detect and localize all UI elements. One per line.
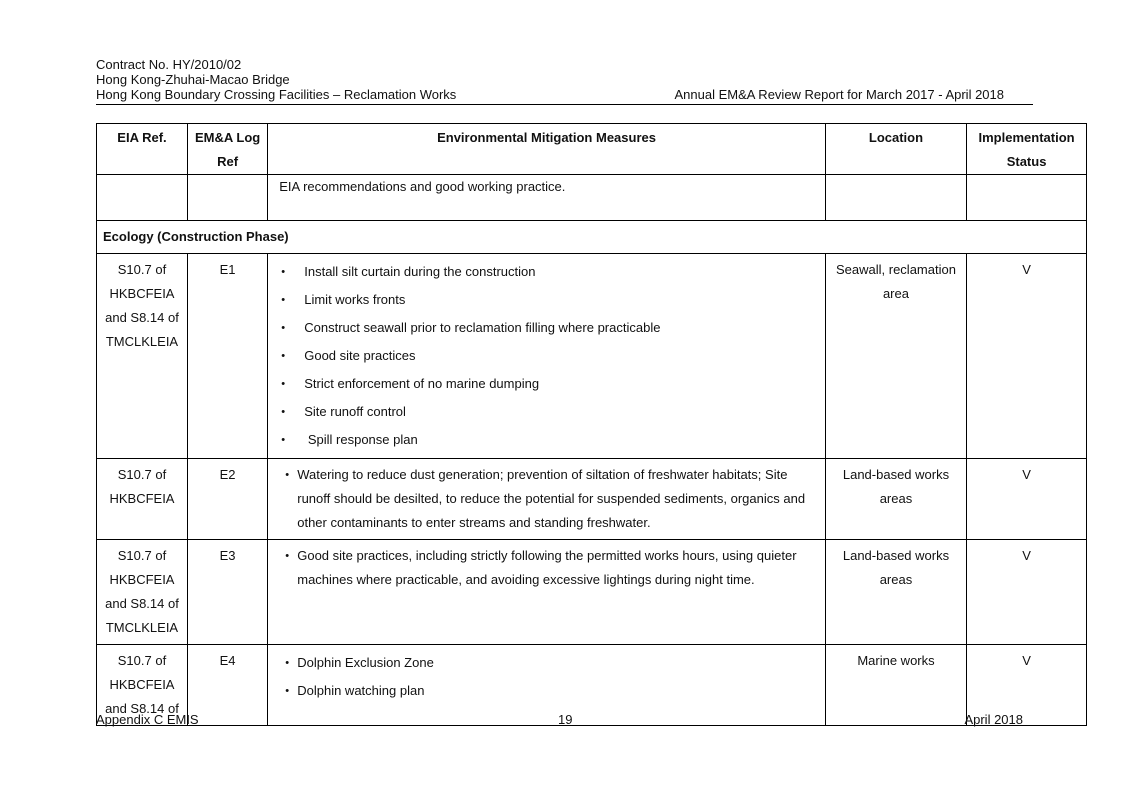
header-eia-ref: EIA Ref. bbox=[97, 124, 188, 175]
eia-ref-cell: S10.7 of HKBCFEIA and S8.14 of bbox=[97, 645, 188, 726]
log-ref-cell: E3 bbox=[187, 540, 267, 645]
section-heading-row bbox=[97, 221, 1087, 254]
list-item: • Install silt curtain during the construction bbox=[274, 258, 819, 286]
header-subtitle-row bbox=[96, 87, 1004, 102]
section-title: Ecology (Construction Phase) bbox=[97, 221, 1087, 254]
eia-ref-cell: S10.7 of HKBCFEIA and S8.14 of TMCLKLEIA bbox=[97, 254, 188, 459]
status-cell: V bbox=[967, 645, 1087, 726]
status-cell: V bbox=[967, 459, 1087, 540]
emis-table bbox=[96, 123, 1087, 726]
continuation-text: EIA recommendations and good working practice. bbox=[268, 175, 826, 221]
measures-list bbox=[274, 544, 819, 592]
table-row bbox=[97, 254, 1087, 459]
list-item: • Strict enforcement of no marine dumping bbox=[274, 370, 819, 398]
header-location: Location bbox=[825, 124, 966, 175]
location-cell: Land-based works areas bbox=[825, 540, 966, 645]
footer-appendix: Appendix C EMIS bbox=[96, 712, 199, 727]
location-cell: Marine works bbox=[825, 645, 966, 726]
location-cell: Land-based works areas bbox=[825, 459, 966, 540]
page-header bbox=[96, 57, 1033, 102]
list-item: • Dolphin Exclusion Zone bbox=[274, 649, 819, 677]
project-name: Hong Kong-Zhuhai-Macao Bridge bbox=[96, 72, 290, 87]
table-row bbox=[97, 540, 1087, 645]
list-item: • Spill response plan bbox=[274, 426, 819, 454]
list-item: • Good site practices bbox=[274, 342, 819, 370]
table-header-row bbox=[97, 124, 1087, 175]
eia-ref-cell: S10.7 of HKBCFEIA bbox=[97, 459, 188, 540]
measures-list bbox=[274, 258, 819, 454]
measures-cell bbox=[268, 540, 826, 645]
footer-date: April 2018 bbox=[964, 712, 1023, 727]
table-row bbox=[97, 645, 1087, 726]
table-row bbox=[97, 459, 1087, 540]
measures-list bbox=[274, 463, 819, 535]
log-ref-cell: E4 bbox=[187, 645, 267, 726]
list-item: • Construct seawall prior to reclamation filling where practicable bbox=[274, 314, 819, 342]
log-ref-cell: E1 bbox=[187, 254, 267, 459]
eia-ref-cell: S10.7 of HKBCFEIA and S8.14 of TMCLKLEIA bbox=[97, 540, 188, 645]
report-title: Annual EM&A Review Report for March 2017 - April 2018 bbox=[674, 87, 1004, 102]
list-item: • Dolphin watching plan bbox=[274, 677, 819, 705]
measures-list bbox=[274, 649, 819, 705]
header-divider bbox=[96, 104, 1033, 105]
page-number: 19 bbox=[558, 712, 573, 727]
header-ema-log-ref: EM&A Log Ref bbox=[187, 124, 267, 175]
header-mitigation-measures: Environmental Mitigation Measures bbox=[268, 124, 826, 175]
list-item: • Site runoff control bbox=[274, 398, 819, 426]
header-implementation-status: Implementation Status bbox=[967, 124, 1087, 175]
project-subtitle: Hong Kong Boundary Crossing Facilities – Reclamation Works bbox=[96, 87, 457, 102]
measures-cell bbox=[268, 254, 826, 459]
status-cell: V bbox=[967, 254, 1087, 459]
list-item: • Watering to reduce dust generation; prevention of siltation of freshwater habitats; Site runoff should be desilted, to reduce the potential for suspended sediments, organics and other contaminants to enter streams and standing freshwater. bbox=[274, 463, 819, 535]
status-cell: V bbox=[967, 540, 1087, 645]
measures-cell bbox=[268, 645, 826, 726]
list-item: • Limit works fronts bbox=[274, 286, 819, 314]
log-ref-cell: E2 bbox=[187, 459, 267, 540]
list-item: • Good site practices, including strictly following the permitted works hours, using quieter machines where practicable, and avoiding excessive lightings during night time. bbox=[274, 544, 819, 592]
measures-cell bbox=[268, 459, 826, 540]
table-row-continuation bbox=[97, 175, 1087, 221]
location-cell: Seawall, reclamation area bbox=[825, 254, 966, 459]
contract-number: Contract No. HY/2010/02 bbox=[96, 57, 242, 72]
